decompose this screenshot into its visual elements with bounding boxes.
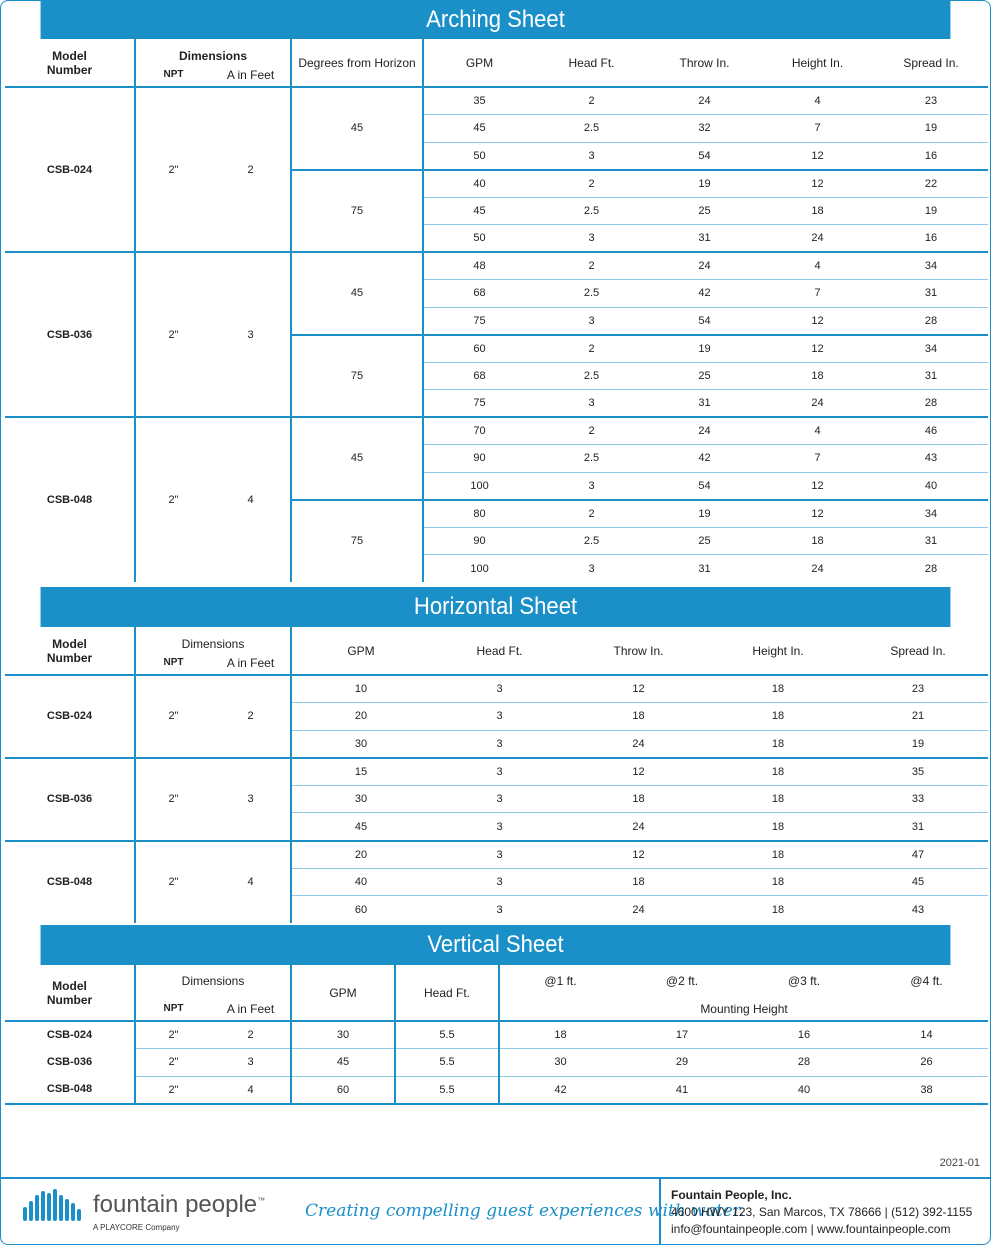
vertical-title: Vertical Sheet [427,931,564,958]
h3-value: 28 [743,1049,865,1077]
footer [1,1177,990,1245]
horizontal-throw-header: Throw In. [613,643,664,658]
npt-value: 2" [135,417,211,582]
head-value: 2 [535,252,648,280]
gpm-value: 20 [291,703,430,731]
throw-value: 18 [569,785,708,813]
horizontal-gpm-header: GPM [291,627,430,675]
horizontal-npt-header: NPT [135,651,211,675]
throw-value: 24 [648,417,761,445]
height-value: 7 [761,280,874,308]
spread-value: 19 [874,197,988,225]
arching-npt-header: NPT [135,63,211,87]
height-value: 7 [761,115,874,143]
head-value: 2 [535,335,648,363]
degrees-value: 75 [291,500,423,583]
gpm-value: 45 [291,813,430,841]
gpm-value: 75 [423,307,535,335]
throw-value: 24 [569,813,708,841]
a-feet-value: 3 [211,758,291,841]
gpm-value: 45 [423,115,535,143]
spread-value: 31 [874,527,988,555]
height-value: 4 [761,252,874,280]
spread-value: 23 [874,87,988,115]
spread-value: 40 [874,472,988,500]
height-value: 18 [761,362,874,390]
spread-value: 45 [848,868,988,896]
vertical-mounting-header: Mounting Height [499,997,988,1021]
degrees-value: 45 [291,252,423,335]
gpm-value: 75 [423,390,535,418]
head-value: 2 [535,500,648,528]
throw-value: 12 [569,758,708,786]
head-value: 3 [535,142,648,170]
spread-value: 19 [848,730,988,758]
a-feet-value: 2 [211,1021,291,1049]
spread-value: 43 [874,445,988,473]
arching-throw-header: Throw In. [679,55,730,70]
table-row [5,1021,988,1049]
model-number: CSB-024 [5,1021,135,1049]
gpm-value: 40 [291,868,430,896]
gpm-value: 10 [291,675,430,703]
horizontal-head-header: Head Ft. [476,643,523,658]
h4-value: 38 [865,1076,988,1104]
vertical-h3-header: @3 ft. [787,974,821,988]
model-number: CSB-036 [5,758,135,841]
arching-model-header: Model Number [46,48,93,77]
h1-value: 18 [499,1021,621,1049]
head-value: 5.5 [395,1021,499,1049]
height-value: 24 [761,555,874,583]
a-feet-value: 2 [211,675,291,758]
npt-value: 2" [135,1076,211,1104]
gpm-value: 90 [423,527,535,555]
spread-value: 28 [874,555,988,583]
npt-value: 2" [135,252,211,417]
spread-value: 22 [874,170,988,198]
throw-value: 24 [569,730,708,758]
height-value: 12 [761,335,874,363]
horizontal-table [5,627,988,923]
height-value: 12 [761,170,874,198]
head-value: 3 [430,841,569,869]
table-row [5,1076,988,1104]
table-row [5,252,988,280]
spread-value: 34 [874,252,988,280]
head-value: 5.5 [395,1049,499,1077]
height-value: 18 [761,197,874,225]
gpm-value: 35 [423,87,535,115]
height-value: 18 [708,758,848,786]
h2-value: 29 [621,1049,743,1077]
h1-value: 30 [499,1049,621,1077]
head-value: 2 [535,170,648,198]
height-value: 18 [761,527,874,555]
height-value: 4 [761,87,874,115]
head-value: 3 [535,472,648,500]
head-value: 3 [430,730,569,758]
height-value: 7 [761,445,874,473]
height-value: 18 [708,730,848,758]
head-value: 3 [430,868,569,896]
gpm-value: 50 [423,225,535,253]
spread-value: 34 [874,500,988,528]
head-value: 3 [430,703,569,731]
throw-value: 32 [648,115,761,143]
tagline: Creating compelling guest experiences with water. [305,1201,745,1221]
throw-value: 19 [648,500,761,528]
gpm-value: 15 [291,758,430,786]
gpm-value: 68 [423,280,535,308]
height-value: 24 [761,390,874,418]
spread-value: 16 [874,225,988,253]
gpm-value: 45 [291,1049,395,1077]
h2-value: 41 [621,1076,743,1104]
head-value: 3 [535,390,648,418]
throw-value: 54 [648,142,761,170]
head-value: 3 [430,758,569,786]
vertical-title-band [41,925,951,965]
gpm-value: 60 [291,896,430,924]
throw-value: 54 [648,472,761,500]
head-value: 2.5 [535,280,648,308]
version-label: 2021-01 [939,1157,980,1169]
spread-value: 34 [874,335,988,363]
spread-value: 33 [848,785,988,813]
vertical-h4-header: @4 ft. [910,974,943,988]
model-number: CSB-024 [5,87,135,252]
gpm-value: 80 [423,500,535,528]
height-value: 4 [761,417,874,445]
height-value: 18 [708,896,848,924]
throw-value: 25 [648,197,761,225]
head-value: 2.5 [535,115,648,143]
throw-value: 31 [648,555,761,583]
throw-value: 31 [648,390,761,418]
spread-value: 16 [874,142,988,170]
gpm-value: 100 [423,472,535,500]
arching-title-band [41,1,951,39]
table-row [5,841,988,869]
npt-value: 2" [135,675,211,758]
gpm-value: 45 [423,197,535,225]
horizontal-height-header: Height In. [752,643,804,658]
degrees-value: 45 [291,417,423,500]
gpm-value: 30 [291,730,430,758]
gpm-value: 90 [423,445,535,473]
arching-dimensions-header: Dimensions [135,39,291,63]
height-value: 18 [708,785,848,813]
throw-value: 19 [648,335,761,363]
head-value: 5.5 [395,1076,499,1104]
gpm-value: 100 [423,555,535,583]
height-value: 18 [708,675,848,703]
throw-value: 25 [648,362,761,390]
a-feet-value: 4 [211,1076,291,1104]
throw-value: 25 [648,527,761,555]
vertical-dimensions-header: Dimensions [135,965,291,997]
table-row [5,87,988,115]
vertical-npt-header: NPT [135,997,211,1021]
height-value: 12 [761,500,874,528]
spread-value: 46 [874,417,988,445]
model-number: CSB-048 [5,841,135,924]
vertical-head-header: Head Ft. [395,965,499,1021]
brand-subtitle: A PLAYCORE Company [93,1223,180,1232]
spread-value: 31 [874,280,988,308]
vertical-a-header: A in Feet [226,1001,275,1016]
height-value: 18 [708,841,848,869]
height-value: 18 [708,703,848,731]
gpm-value: 60 [423,335,535,363]
npt-value: 2" [135,1049,211,1077]
degrees-value: 45 [291,87,423,170]
npt-value: 2" [135,1021,211,1049]
throw-value: 42 [648,445,761,473]
height-value: 18 [708,868,848,896]
throw-value: 12 [569,675,708,703]
h2-value: 17 [621,1021,743,1049]
arching-spread-header: Spread In. [903,55,959,70]
height-value: 12 [761,472,874,500]
a-feet-value: 2 [211,87,291,252]
throw-value: 18 [569,703,708,731]
horizontal-model-header: Model Number [46,636,93,665]
head-value: 2.5 [535,527,648,555]
company-contact: info@fountainpeople.com | www.fountainpeople.com [671,1222,951,1236]
spread-value: 35 [848,758,988,786]
brand-name: fountain people™ [93,1191,266,1218]
model-number: CSB-024 [5,675,135,758]
throw-value: 24 [648,87,761,115]
head-value: 2.5 [535,362,648,390]
a-feet-value: 3 [211,252,291,417]
h1-value: 42 [499,1076,621,1104]
spread-value: 23 [848,675,988,703]
npt-value: 2" [135,758,211,841]
throw-value: 24 [569,896,708,924]
head-value: 3 [430,785,569,813]
model-number: CSB-036 [46,1056,93,1069]
horizontal-title: Horizontal Sheet [413,593,578,620]
spread-value: 19 [874,115,988,143]
throw-value: 24 [648,252,761,280]
horizontal-spread-header: Spread In. [890,643,946,658]
height-value: 12 [761,142,874,170]
vertical-model-header: Model Number [46,978,93,1007]
head-value: 3 [430,896,569,924]
arching-title: Arching Sheet [426,6,565,33]
head-value: 3 [535,555,648,583]
model-number: CSB-048 [5,417,135,582]
horizontal-a-header: A in Feet [226,655,275,670]
npt-value: 2" [135,87,211,252]
h3-value: 40 [743,1076,865,1104]
gpm-value: 40 [423,170,535,198]
degrees-value: 75 [291,335,423,418]
head-value: 2.5 [535,445,648,473]
head-value: 3 [535,225,648,253]
table-row [5,675,988,703]
arching-height-header: Height In. [791,55,844,70]
h3-value: 16 [743,1021,865,1049]
arching-a-header: A in Feet [226,67,275,82]
throw-value: 42 [648,280,761,308]
a-feet-value: 3 [211,1049,291,1077]
horizontal-title-band [41,587,951,627]
a-feet-value: 4 [211,417,291,582]
head-value: 2 [535,87,648,115]
spread-value: 28 [874,307,988,335]
spread-value: 43 [848,896,988,924]
vertical-gpm-header: GPM [291,965,395,1021]
spread-value: 21 [848,703,988,731]
head-value: 3 [430,813,569,841]
gpm-value: 20 [291,841,430,869]
arching-table [5,39,988,582]
gpm-value: 30 [291,1021,395,1049]
throw-value: 19 [648,170,761,198]
vertical-table [5,965,988,1105]
spread-value: 31 [874,362,988,390]
model-number: CSB-036 [5,252,135,417]
head-value: 3 [535,307,648,335]
gpm-value: 70 [423,417,535,445]
table-row [5,758,988,786]
h4-value: 14 [865,1021,988,1049]
vertical-h1-header: @1 ft. [499,965,621,997]
spread-value: 28 [874,390,988,418]
spread-value: 31 [848,813,988,841]
gpm-value: 48 [423,252,535,280]
table-row [5,417,988,445]
throw-value: 31 [648,225,761,253]
throw-value: 12 [569,841,708,869]
horizontal-dimensions-header: Dimensions [135,627,291,651]
table-row [5,1049,988,1077]
a-feet-value: 4 [211,841,291,924]
head-value: 2 [535,417,648,445]
vertical-h2-header: @2 ft. [665,974,699,988]
company-address: 4600 HWY 123, San Marcos, TX 78666 | (512) 392-1155 [671,1205,973,1219]
height-value: 24 [761,225,874,253]
model-number: CSB-048 [46,1083,93,1096]
height-value: 12 [761,307,874,335]
npt-value: 2" [135,841,211,924]
throw-value: 54 [648,307,761,335]
h4-value: 26 [865,1049,988,1077]
gpm-value: 60 [291,1076,395,1104]
head-value: 2.5 [535,197,648,225]
gpm-value: 30 [291,785,430,813]
company-address-block [659,1179,972,1245]
throw-value: 18 [569,868,708,896]
gpm-value: 68 [423,362,535,390]
height-value: 18 [708,813,848,841]
arching-degrees-header: Degrees from Horizon [291,39,423,87]
fountain-logo-icon [23,1189,83,1225]
spread-value: 47 [848,841,988,869]
gpm-value: 50 [423,142,535,170]
arching-gpm-header: GPM [423,39,535,87]
degrees-value: 75 [291,170,423,253]
head-value: 3 [430,675,569,703]
arching-head-header: Head Ft. [568,55,615,70]
company-name: Fountain People, Inc. [671,1188,792,1202]
